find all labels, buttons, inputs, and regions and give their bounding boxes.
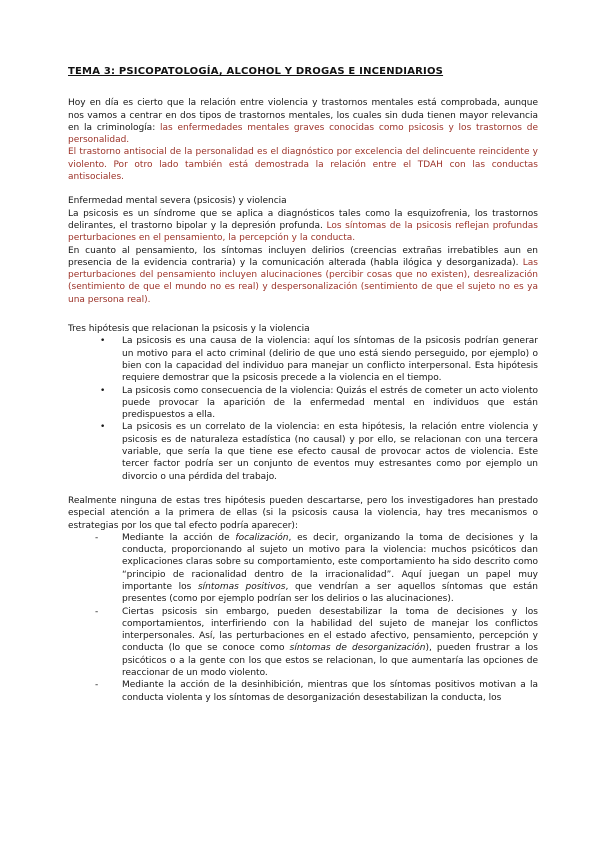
intro-paragraph-1-text: Hoy en día es cierto que la relación entre violencia y trastornos mentales está comprobada, aunque nos vamos a centrar en dos tipos de trastornos mentales, los cuales sin duda tienen mayor relevancia en la criminología:: [68, 98, 538, 133]
dash-icon: -: [95, 606, 99, 617]
mechanism-2-text-a: Ciertas psicosis sin embargo, pueden desestabilizar la toma de decisiones y los comportamientos, interfiriendo con la habilidad del sujeto de manejar los conflictos interpersonales. Así, las perturbaciones en el estado afectivo, pensamiento, percepción y conducta (lo que se conoce como: [122, 606, 538, 654]
psychosis-paragraph-2-text: En cuanto al pensamiento, los síntomas incluyen delirios (creencias extrañas irrebatibles aun en presencia de la evidencia contraria) y la comunicación alterada (habla ilógica y desorganizada).: [68, 245, 538, 268]
mechanism-item-1: [68, 532, 538, 606]
mechanism-2-italic-desorganizacion: síntomas de desorganización: [289, 643, 426, 654]
intro-paragraph-1: [68, 97, 538, 146]
psychosis-paragraph-1: [68, 208, 538, 245]
hypothesis-item-1-text: La psicosis es una causa de la violencia: aquí los síntomas de la psicosis podrían generar un motivo para el acto criminal (delirio de que uno está siendo perseguido, por ejemplo) o bien con la capacidad del individuo para manejar un conflicto interpersonal. Esta hipótesis requiere demostrar que la psicosis precede a la violencia en el tiempo.: [122, 336, 538, 384]
bullet-icon: •: [100, 422, 106, 433]
mechanisms-list: [68, 532, 538, 704]
hypotheses-list: [68, 335, 538, 483]
psychosis-paragraph-2: [68, 245, 538, 306]
bullet-icon: •: [100, 336, 106, 347]
mechanisms-intro: Realmente ninguna de estas tres hipótesis pueden descartarse, pero los investigadores han prestado especial atención a la primera de ellas (si la psicosis causa la violencia, hay tres mecanismos o estrategias por los que tal efecto podría aparecer):: [68, 495, 538, 531]
hypothesis-item-1: [68, 335, 538, 384]
psychosis-paragraph-1-text: La psicosis es un síndrome que se aplica a diagnósticos tales como la esquizofrenia, los trastornos delirantes, el trastorno bipolar y la depresión profunda.: [68, 208, 538, 231]
mechanism-item-2-text: [122, 607, 538, 678]
mechanism-2-text-b: ), pueden frustrar a los psicóticos o a la gente con los que estos se relacionan, lo que aumentaría las opciones de reaccionar de un modo violento.: [122, 643, 538, 679]
mechanism-item-3-text: Mediante la acción de la desinhibición, mientras que los síntomas positivos motivan a la conducta violenta y los síntomas de desorganización desestabilizan la conducta, los: [122, 680, 538, 703]
section-heading-psychosis: Enfermedad mental severa (psicosis) y violencia: [68, 196, 287, 207]
hypothesis-item-2: [68, 385, 538, 422]
psychosis-paragraph-2-highlight: Las perturbaciones del pensamiento incluyen alucinaciones (percibir cosas que no existen), desrealización (sentimiento de que el mundo no es real) y despersonalización (sentimiento de que el sujeto no es ya una persona real).: [68, 257, 538, 305]
page-title: TEMA 3: PSICOPATOLOGÍA, ALCOHOL Y DROGAS E INCENDIARIOS: [68, 66, 444, 77]
hypothesis-item-3-text: La psicosis es un correlato de la violencia: en esta hipótesis, la relación entre violencia y psicosis es de naturaleza estadística (no causal) y por ello, se relacionan con una tercera variable, que sería la que tiene ese efecto causal de provocar actos de violencia. Este tercer factor podría ser un conjunto de eventos muy estresantes como por ejemplo un divorcio o una pérdida del trabajo.: [122, 422, 538, 482]
mechanism-1-text-b: , es decir, organizando la toma de decisiones y la conducta, proporcionando al sujeto un motivo para la violencia: muchos psicóticos dan explicaciones claras sobre su comportamiento, este comportamiento ha sido descrito como “principio de racionalidad dentro de la irracionalidad”. Aquí juegan un papel muy importante los: [122, 532, 538, 592]
mechanism-1-italic-focalizacion: focalización: [235, 532, 289, 543]
dash-icon: -: [95, 532, 99, 543]
intro-paragraph-2: [68, 146, 538, 183]
section-heading-hypotheses: Tres hipótesis que relacionan la psicosis y la violencia: [68, 324, 310, 335]
intro-paragraph-1-highlight: las enfermedades mentales graves conocidas como psicosis y los trastornos de personalidad.: [68, 122, 538, 146]
hypothesis-item-2-text: La psicosis como consecuencia de la violencia: Quizás el estrés de cometer un acto violento puede provocar la aparición de la enfermedad mental en individuos que están predispuestos a ella.: [122, 385, 538, 421]
mechanism-item-2: [68, 606, 538, 680]
mechanism-1-text-c: , que vendrían a ser aquellos síntomas que están presentes (como por ejemplo podrían ser los delirios o las alucinaciones).: [122, 581, 538, 605]
mechanism-1-italic-sintomas-positivos: síntomas positivos: [197, 581, 286, 592]
mechanism-1-text-a: Mediante la acción de: [122, 532, 236, 543]
mechanism-item-3: [68, 679, 538, 704]
intro-paragraph-2-highlight: El trastorno antisocial de la personalidad es el diagnóstico por excelencia del delincuente reincidente y violento. Por otro lado también está demostrada la relación entre el TDAH con las conductas antisociales.: [68, 147, 538, 183]
hypothesis-item-3: [68, 421, 538, 482]
bullet-icon: •: [100, 385, 106, 396]
psychosis-paragraph-1-highlight: Los síntomas de la psicosis reflejan profundas perturbaciones en el pensamiento, la percepción y la conducta.: [68, 220, 538, 244]
dash-icon: -: [95, 680, 99, 691]
mechanism-item-1-text: [122, 533, 538, 604]
